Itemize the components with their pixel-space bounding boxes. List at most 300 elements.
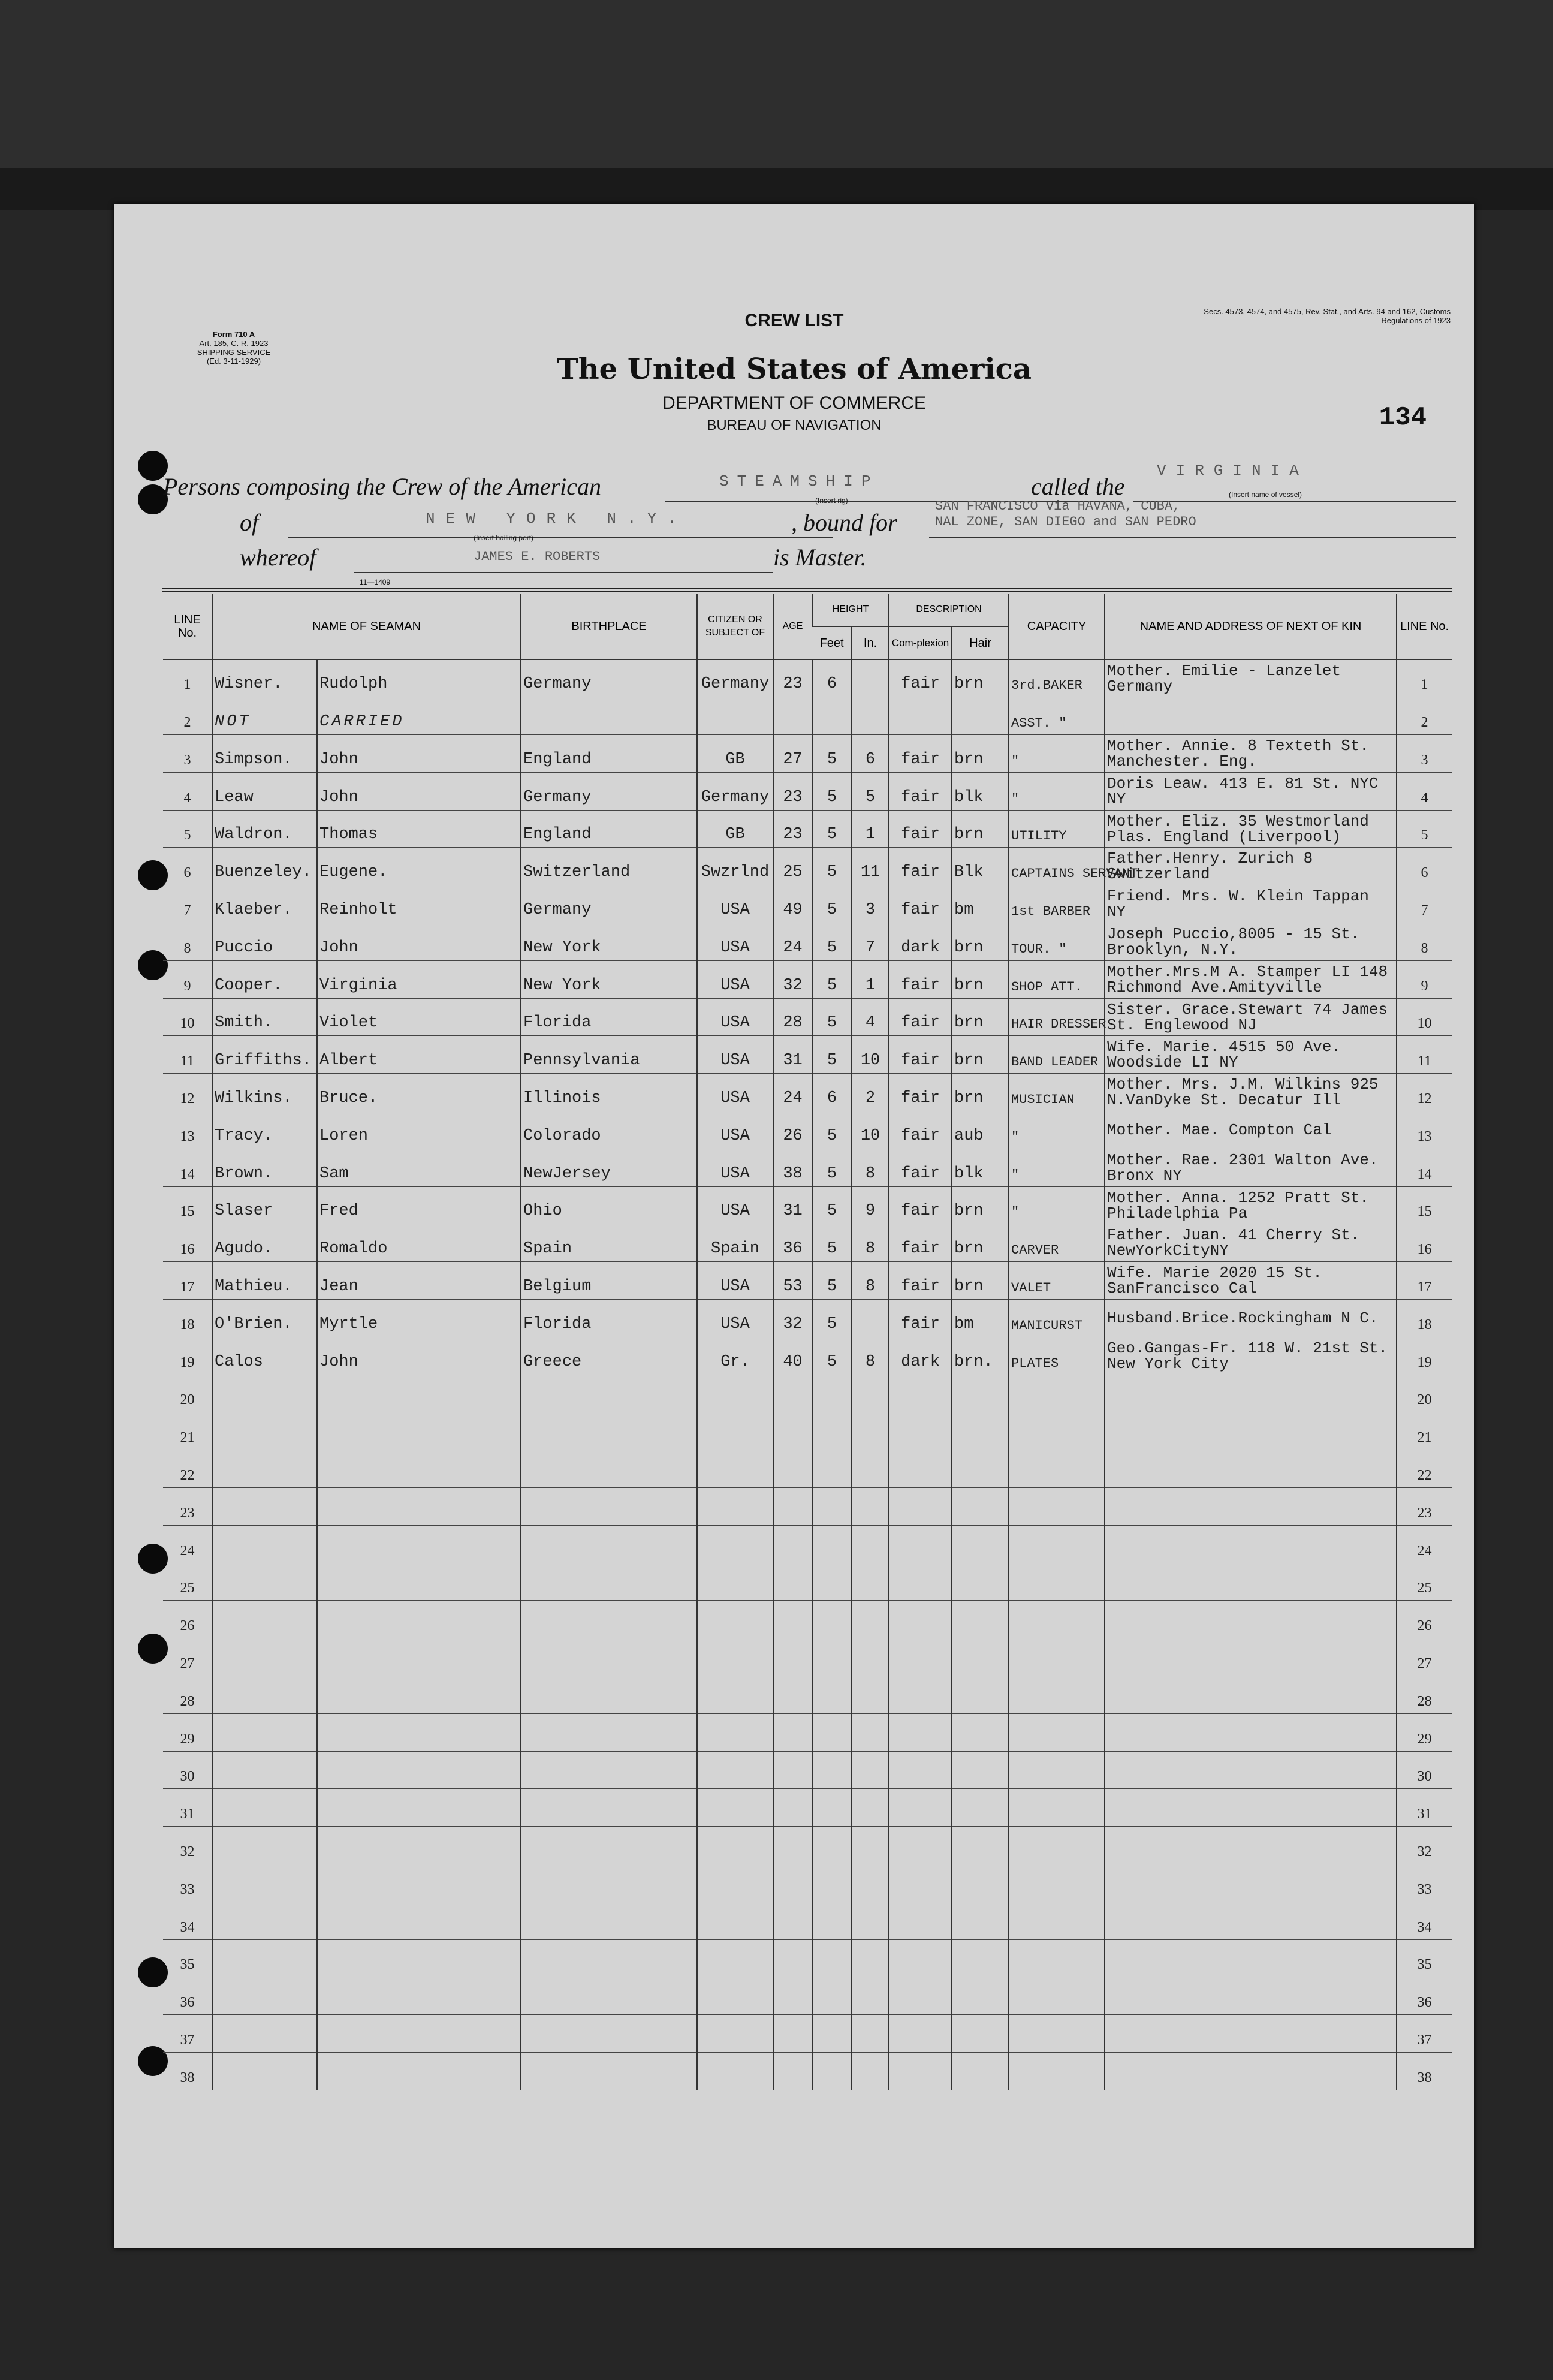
birthplace: New York [521,923,697,961]
age: 36 [773,1224,812,1262]
hair-color: blk [952,772,1009,810]
height-feet [812,1827,852,1864]
birthplace: Ohio [521,1186,697,1224]
seaman-surname [212,1939,317,1977]
capacity [1009,1488,1105,1526]
seaman-surname: NOT [212,697,317,735]
height-inches [852,1450,889,1488]
line-number: 6 [163,848,212,885]
line-number: 22 [163,1450,212,1488]
complexion [889,1789,952,1827]
height-feet [812,1638,852,1676]
called-the-label: called the [1031,473,1125,500]
line-number: 31 [163,1789,212,1827]
birthplace [521,1488,697,1526]
hair-color: brn. [952,1337,1009,1375]
next-of-kin: Mother. Mrs. J.M. Wilkins 925 N.VanDyke St. Decatur Ill [1105,1074,1397,1111]
seaman-surname [212,1789,317,1827]
capacity [1009,1450,1105,1488]
seaman-given-name: Myrtle [317,1300,521,1337]
seaman-given-name: Albert [317,1036,521,1074]
birthplace: Belgium [521,1262,697,1300]
height-inches: 1 [852,960,889,998]
capacity [1009,2052,1105,2090]
next-of-kin: Wife. Marie 2020 15 St. SanFrancisco Cal [1105,1262,1397,1300]
capacity: CARVER [1009,1224,1105,1262]
line-number-right: 28 [1397,1676,1452,1714]
birthplace [521,1601,697,1638]
complexion [889,1713,952,1751]
crew-row [163,923,1452,961]
age: 26 [773,1111,812,1149]
birthplace: New York [521,960,697,998]
seaman-surname: Smith. [212,998,317,1036]
line-number-right: 11 [1397,1036,1452,1074]
birthplace: England [521,735,697,773]
crew-row [163,810,1452,848]
seaman-given-name: Sam [317,1149,521,1186]
seaman-given-name [317,1939,521,1977]
next-of-kin: Geo.Gangas-Fr. 118 W. 21st St. New York City [1105,1337,1397,1375]
rig-value: STEAMSHIP [719,472,879,490]
capacity [1009,1977,1105,2015]
citizenship: GB [697,735,773,773]
age: 23 [773,772,812,810]
hair-color: brn [952,735,1009,773]
hair-color [952,1676,1009,1714]
department-title: DEPARTMENT OF COMMERCE [662,393,927,413]
crew-row [163,1074,1452,1111]
hair-color: bm [952,1300,1009,1337]
height-inches: 4 [852,998,889,1036]
seaman-surname [212,1375,317,1412]
capacity: ASST. " [1009,697,1105,735]
capacity: PLATES [1009,1337,1105,1375]
crew-row [163,1111,1452,1149]
crew-row [163,1864,1452,1902]
age [773,1450,812,1488]
seaman-surname [212,1713,317,1751]
height-inches: 10 [852,1111,889,1149]
birthplace: Colorado [521,1111,697,1149]
seaman-given-name [317,1676,521,1714]
complexion: fair [889,848,952,885]
height-feet [812,1751,852,1789]
seaman-surname: O'Brien. [212,1300,317,1337]
complexion: fair [889,998,952,1036]
birthplace [521,697,697,735]
height-feet [812,1375,852,1412]
complexion: fair [889,810,952,848]
crew-row [163,1601,1452,1638]
line-number: 29 [163,1713,212,1751]
seaman-given-name: Thomas [317,810,521,848]
complexion: fair [889,1300,952,1337]
seaman-surname: Cooper. [212,960,317,998]
hair-color: brn [952,960,1009,998]
line-number-right: 20 [1397,1375,1452,1412]
hair-color: bm [952,885,1009,923]
next-of-kin [1105,1525,1397,1563]
crew-row [163,1638,1452,1676]
height-feet [812,1902,852,1939]
crew-row [163,659,1452,697]
hair-color [952,1450,1009,1488]
height-inches [852,1412,889,1450]
line-number: 17 [163,1262,212,1300]
line-number-right: 13 [1397,1111,1452,1149]
height-inches [852,1713,889,1751]
line-number-right: 18 [1397,1300,1452,1337]
crew-row [163,2015,1452,2053]
inches-header: In. [852,626,889,659]
seaman-given-name [317,1827,521,1864]
seaman-surname [212,1601,317,1638]
height-inches: 9 [852,1186,889,1224]
line-number: 2 [163,697,212,735]
line-number-right: 26 [1397,1601,1452,1638]
next-of-kin-header: NAME AND ADDRESS OF NEXT OF KIN [1105,594,1397,659]
capacity [1009,1563,1105,1601]
height-inches: 8 [852,1224,889,1262]
next-of-kin: Mother. Eliz. 35 Westmorland Plas. England (Liverpool) [1105,810,1397,848]
crew-row [163,1149,1452,1186]
line-number-right: 30 [1397,1751,1452,1789]
line-number-right: 1 [1397,659,1452,697]
next-of-kin [1105,1488,1397,1526]
crew-row [163,1224,1452,1262]
line-number-right: 35 [1397,1939,1452,1977]
capacity [1009,1638,1105,1676]
page-number: 134 [1379,403,1427,433]
seaman-surname [212,1676,317,1714]
line-no-right-header: LINE No. [1397,594,1452,659]
complexion [889,697,952,735]
height-feet: 5 [812,810,852,848]
line-number: 5 [163,810,212,848]
next-of-kin: Mother. Rae. 2301 Walton Ave. Bronx NY [1105,1149,1397,1186]
hair-color [952,1638,1009,1676]
seaman-given-name [317,1525,521,1563]
complexion [889,1751,952,1789]
age-header: AGE [773,594,812,659]
crew-row [163,1676,1452,1714]
line-number: 33 [163,1864,212,1902]
height-inches [852,1488,889,1526]
seaman-surname [212,1977,317,2015]
height-inches [852,1375,889,1412]
citizenship: Germany [697,772,773,810]
age: 23 [773,810,812,848]
complexion [889,1827,952,1864]
height-inches [852,1676,889,1714]
line-number-right: 27 [1397,1638,1452,1676]
line-number-right: 24 [1397,1525,1452,1563]
line-number-right: 4 [1397,772,1452,810]
line-number: 28 [163,1676,212,1714]
hair-color: brn [952,810,1009,848]
seaman-given-name: Jean [317,1262,521,1300]
citizenship: USA [697,1262,773,1300]
line-number-right: 8 [1397,923,1452,961]
capacity [1009,1939,1105,1977]
vessel-caption: (Insert name of vessel) [1229,490,1302,499]
height-inches [852,1902,889,1939]
age: 28 [773,998,812,1036]
line-number-right: 32 [1397,1827,1452,1864]
birthplace [521,2015,697,2053]
age [773,2052,812,2090]
whereof-label: whereof [240,544,316,571]
height-inches [852,1563,889,1601]
birthplace [521,1939,697,1977]
height-inches [852,659,889,697]
citizen-header: CITIZEN OR SUBJECT OF [697,594,773,659]
print-code: 11—1409 [360,578,391,586]
crew-row [163,1525,1452,1563]
seaman-surname [212,2015,317,2053]
seaman-given-name: Bruce. [317,1074,521,1111]
citizenship [697,1676,773,1714]
birthplace [521,1525,697,1563]
height-feet [812,1864,852,1902]
capacity [1009,1789,1105,1827]
birthplace: Florida [521,998,697,1036]
crew-row [163,1036,1452,1074]
citizenship [697,2052,773,2090]
birthplace [521,1713,697,1751]
seaman-surname [212,1638,317,1676]
complexion: dark [889,1337,952,1375]
capacity [1009,1751,1105,1789]
line-number: 19 [163,1337,212,1375]
seaman-given-name: Loren [317,1111,521,1149]
citizenship [697,1525,773,1563]
capacity [1009,1601,1105,1638]
seaman-given-name [317,1450,521,1488]
seaman-surname: Wisner. [212,659,317,697]
seaman-surname [212,2052,317,2090]
birthplace [521,1902,697,1939]
line-number-right: 10 [1397,998,1452,1036]
birthplace: Germany [521,659,697,697]
capacity: UTILITY [1009,810,1105,848]
of-label: of [240,509,259,536]
capacity [1009,2015,1105,2053]
line-number-right: 12 [1397,1074,1452,1111]
next-of-kin [1105,1676,1397,1714]
hailing-underline [288,537,833,538]
capacity [1009,1676,1105,1714]
crew-table [163,594,1452,2090]
complexion-header: Com-plexion [889,626,952,659]
citizenship [697,1827,773,1864]
height-inches: 2 [852,1074,889,1111]
seaman-given-name: Rudolph [317,659,521,697]
line-number: 36 [163,1977,212,2015]
height-inches: 6 [852,735,889,773]
hair-color [952,1864,1009,1902]
height-inches [852,1751,889,1789]
line-number: 32 [163,1827,212,1864]
height-feet: 5 [812,735,852,773]
seaman-given-name: CARRIED [317,697,521,735]
seaman-surname [212,1488,317,1526]
seaman-given-name [317,1375,521,1412]
capacity [1009,1713,1105,1751]
complexion [889,1638,952,1676]
line-number-right: 14 [1397,1149,1452,1186]
next-of-kin [1105,1563,1397,1601]
seaman-given-name: Virginia [317,960,521,998]
citizenship: USA [697,998,773,1036]
age: 32 [773,1300,812,1337]
next-of-kin: Father.Henry. Zurich 8 Switzerland [1105,848,1397,885]
complexion [889,1601,952,1638]
birthplace [521,1676,697,1714]
crew-row [163,1488,1452,1526]
seaman-given-name [317,1638,521,1676]
height-feet [812,1450,852,1488]
height-inches: 7 [852,923,889,961]
line-number: 34 [163,1902,212,1939]
citizenship: USA [697,960,773,998]
height-feet: 5 [812,998,852,1036]
complexion: fair [889,1224,952,1262]
seaman-given-name [317,2015,521,2053]
next-of-kin: Mother. Emilie - Lanzelet Germany [1105,659,1397,697]
birthplace [521,1864,697,1902]
birthplace: Florida [521,1300,697,1337]
next-of-kin [1105,697,1397,735]
seaman-given-name [317,1601,521,1638]
capacity: " [1009,1111,1105,1149]
crew-row [163,772,1452,810]
birthplace [521,1977,697,2015]
birthplace [521,1375,697,1412]
next-of-kin [1105,1450,1397,1488]
citizenship [697,1488,773,1526]
crew-row [163,1412,1452,1450]
line-number-right: 33 [1397,1864,1452,1902]
line-no-header: LINE No. [163,594,212,659]
complexion: fair [889,1036,952,1074]
capacity: " [1009,1186,1105,1224]
line-number-right: 31 [1397,1789,1452,1827]
complexion [889,1676,952,1714]
hair-color [952,1713,1009,1751]
height-inches [852,1601,889,1638]
line-number-right: 9 [1397,960,1452,998]
hair-color: brn [952,1074,1009,1111]
line-number: 12 [163,1074,212,1111]
hair-color [952,1563,1009,1601]
age [773,1638,812,1676]
seaman-surname [212,1864,317,1902]
height-feet: 6 [812,659,852,697]
seaman-surname: Buenzeley. [212,848,317,885]
crew-row [163,735,1452,773]
line-number: 7 [163,885,212,923]
line-number-right: 25 [1397,1563,1452,1601]
hair-color [952,1601,1009,1638]
seaman-surname [212,1902,317,1939]
hair-header: Hair [952,626,1009,659]
height-feet [812,1789,852,1827]
seaman-surname: Slaser [212,1186,317,1224]
line-number: 24 [163,1525,212,1563]
seaman-given-name: Fred [317,1186,521,1224]
citizenship [697,1638,773,1676]
hailing-caption: (Insert hailing port) [474,534,534,542]
seaman-given-name [317,1977,521,2015]
height-inches [852,1525,889,1563]
citizenship: USA [697,1111,773,1149]
age [773,1525,812,1563]
vessel-underline [1133,501,1456,502]
age: 25 [773,848,812,885]
next-of-kin [1105,1864,1397,1902]
height-feet: 5 [812,1262,852,1300]
complexion [889,1375,952,1412]
hair-color [952,1751,1009,1789]
hair-color: brn [952,1036,1009,1074]
complexion: fair [889,1074,952,1111]
crew-row [163,1186,1452,1224]
seaman-surname: Brown. [212,1149,317,1186]
citizenship [697,1902,773,1939]
table-top-rule-thin [162,591,1452,592]
bound-for-label: , bound for [791,509,897,536]
birthplace [521,1450,697,1488]
hair-color [952,1375,1009,1412]
seaman-surname: Mathieu. [212,1262,317,1300]
capacity: 3rd.BAKER [1009,659,1105,697]
complexion [889,1450,952,1488]
citizenship [697,1977,773,2015]
height-feet [812,1939,852,1977]
seaman-given-name [317,1789,521,1827]
age: 38 [773,1149,812,1186]
hair-color [952,2052,1009,2090]
hair-color: Blk [952,848,1009,885]
hair-color [952,1525,1009,1563]
citizenship [697,1751,773,1789]
line-number-right: 23 [1397,1488,1452,1526]
line-number: 16 [163,1224,212,1262]
line-number: 9 [163,960,212,998]
citizenship: Swzrlnd [697,848,773,885]
height-inches [852,1827,889,1864]
age: 31 [773,1186,812,1224]
seaman-surname: Waldron. [212,810,317,848]
next-of-kin: Doris Leaw. 413 E. 81 St. NYC NY [1105,772,1397,810]
complexion: dark [889,923,952,961]
age [773,1977,812,2015]
hair-color: brn [952,1186,1009,1224]
line-number-right: 36 [1397,1977,1452,2015]
next-of-kin [1105,2052,1397,2090]
complexion [889,1412,952,1450]
capacity: " [1009,735,1105,773]
crew-list-sheet [114,204,1474,2248]
seaman-surname [212,1563,317,1601]
age [773,1864,812,1902]
citizenship [697,1713,773,1751]
complexion [889,2015,952,2053]
age [773,1375,812,1412]
capacity: MANICURST [1009,1300,1105,1337]
